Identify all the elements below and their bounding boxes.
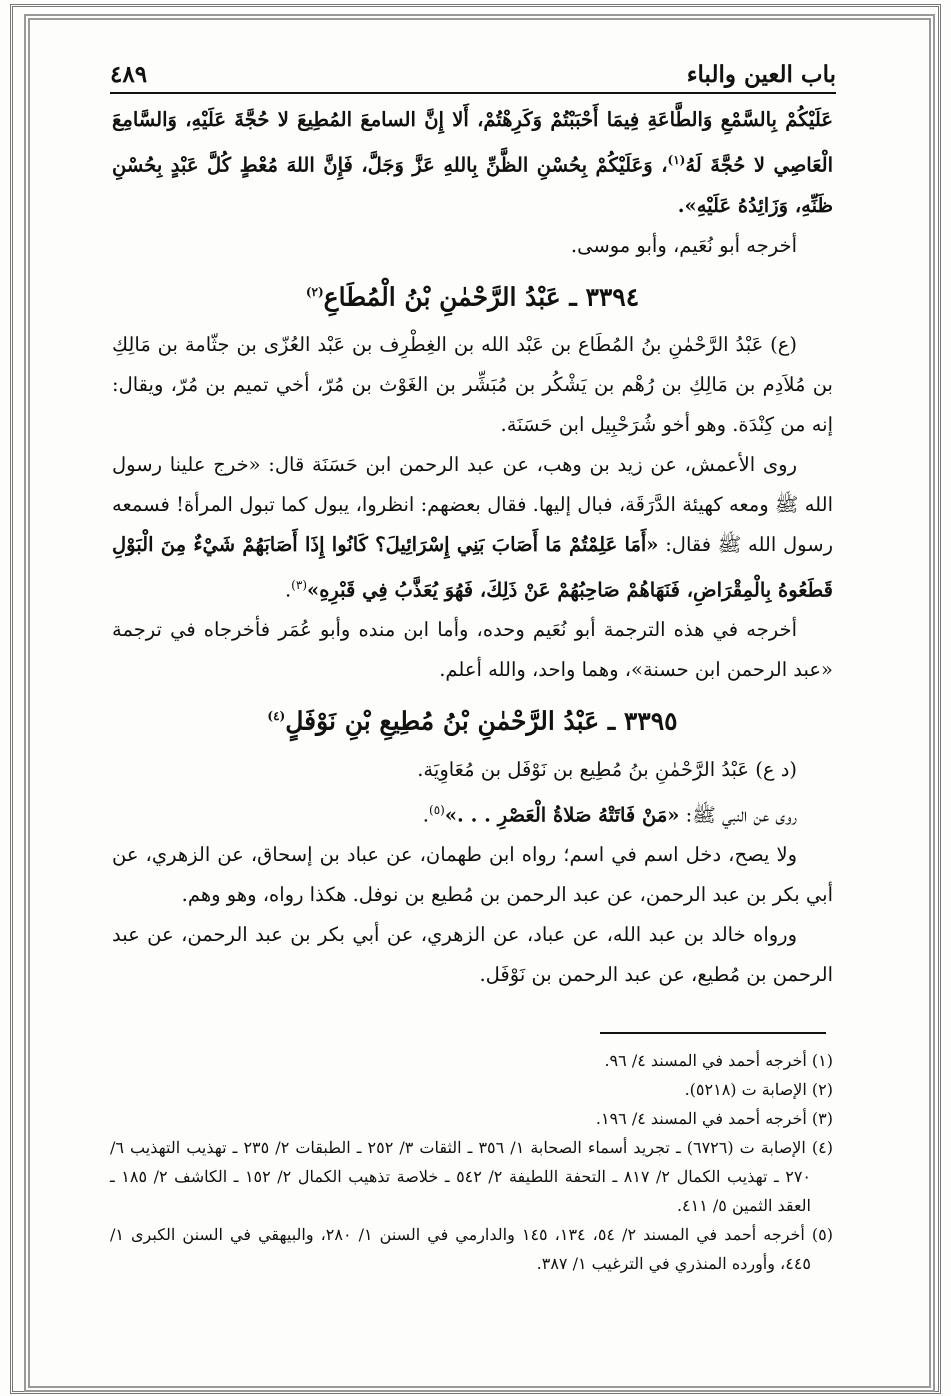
footnote-ref: (٤) (267, 709, 286, 724)
paragraph: ورواه خالد بن عبد الله، عن عباد، عن الزهري، عن أبي بكر بن عبد الرحمن، عن عبد الرحمن بن مُطيع، عن عبد الرحمن بن نَوْفَل. (112, 923, 833, 987)
running-header (110, 52, 836, 94)
footnote: (١) أخرجه أحمد في المسند ٤/ ٩٦. (604, 1051, 833, 1070)
entry-heading-3394: ٣٣٩٤ ـ عَبْدُ الرَّحْمٰنِ بْنُ الْمُطَاعِ$^{(٢)}$ (305, 281, 640, 311)
paragraph: (د ع) عَبْدُ الرَّحْمٰنِ بنُ مُطِيع بن نَوْفَل بن مُعَاوِيَة. (417, 757, 797, 781)
footnote: (٥) أخرجه أحمد في المسند ٢/ ٥٤، ١٣٤، ١٤٥ والدارمي في السنن ١/ ٢٨٠، والبيهقي في السنن الكبرى ١/ ٤٤٥، وأورده المنذري في الترغيب ١/ ٣٨٧. (110, 1225, 833, 1273)
entry-heading-3395: ٣٣٩٥ ـ عَبْدُ الرَّحْمٰنِ بْنُ مُطِيعِ بْنِ نَوْفَلٍ$^{(٤)}$ (267, 706, 678, 736)
footnote-ref: (٢) (305, 284, 324, 299)
footnote: (٢) الإصابة ت (٥٢١٨). (684, 1080, 833, 1099)
main-text (112, 100, 833, 995)
footnotes (110, 1046, 833, 1278)
paragraph: روى الأعمش، عن زيد بن وهب، عن عبد الرحمن ابن حَسَنَة قال: «خرج علينا رسول الله ﷺ ومعه كهيئة الدَّرَقَة، فبال إليها. فقال بعضهم: انظروا، يبول كما تبول المرأة! فسمعه رسول الله ﷺ فقال: «أَمَا عَلِمْتُمْ مَا أَصَابَ بَنِي إِسْرَائِيلَ؟ كَانُوا إِذَا أَصَابَهُمْ شَيْءٌ مِنَ الْبَوْلِ قَطَعُوهُ بِالْمِقْرَاضِ، فَنَهَاهُمْ صَاحِبُهُمْ عَنْ ذَلِكَ، فَهُوَ يُعَذَّبُ فِي قَبْرِهِ»$^{(٣)}$. (112, 452, 833, 602)
chapter-title: باب العين والباء (686, 61, 836, 88)
paragraph: ولا يصح، دخل اسم في اسم؛ رواه ابن طهمان، عن عباد بن إسحاق، عن الزهري، عن أبي بكر بن عبد الرحمن، عن عبد الرحمن بن مُطيع بن نوفل. هكذا رواه، وهو وهم. (112, 843, 833, 907)
footnote: (٣) أخرجه أحمد في المسند ٤/ ١٩٦. (595, 1109, 833, 1128)
footnote-separator (600, 1032, 826, 1034)
paragraph: (ع) عَبْدُ الرَّحْمٰنِ بنُ المُطَاع بن عَبْد الله بن الغِطْرِف بن عَبْد العُزّى بن جثّامة بن مَالِكِ بن مُلاَدِم بن مَالِكِ بن رُهْم بن يَشْكُر بن مُبَشِّر بن الغَوْث بن مُرّ، أخي تميم بن مُرّ، ويقال: إنه من كِنْدَة. وهو أخو شُرَحْبِيل ابن حَسَنَة. (112, 332, 833, 436)
footnote-ref: (١) (667, 153, 686, 167)
hadith-quote: «مَنْ فَاتَتْهُ صَلاةُ الْعَصْرِ . . .» (444, 803, 680, 827)
hadith-continuation: عَلَيْكُمْ بِالسَّمْعِ وَالطَّاعَةِ فِيمَا أَحْبَبْتُمْ وَكَرِهْتُمْ، أَلا إِنَّ السامعَ المُطِيعَ لا حُجَّةَ عَلَيْهِ، وَالسَّامِعَ الْعَاصِي لا حُجَّةَ لَهُ$^{(١)}$، وَعَلَيْكُمْ بِحُسْنِ الظَّنِّ بِاللهِ عَزَّ وَجَلَّ، فَإِنَّ اللهَ مُعْطٍ كُلَّ عَبْدٍ بِحُسْنِ ظَنِّهِ، وَزَائِدُهُ عَلَيْهِ». (112, 108, 834, 217)
footnote: (٤) الإصابة ت (٦٧٢٦) ـ تجريد أسماء الصحابة ١/ ٣٥٦ ـ الثقات ٣/ ٢٥٢ ـ الطبقات ٢/ ٢٣٥ ـ تهذيب التهذيب ٦/ ٢٧٠ ـ تهذيب الكمال ٢/ ٨١٧ ـ التحفة اللطيفة ٢/ ٥٤٢ ـ خلاصة تذهيب الكمال ٢/ ١٥٢ ـ الكاشف ٢/ ١٨٥ ـ العقد الثمين ٥/ ٤١١. (110, 1138, 834, 1215)
page-number: ٤٨٩ (110, 61, 148, 88)
hadith-quote: «أَمَا عَلِمْتُمْ مَا أَصَابَ بَنِي إِسْرَائِيلَ؟ كَانُوا إِذَا أَصَابَهُمْ شَيْءٌ مِنَ الْبَوْلِ قَطَعُوهُ بِالْمِقْرَاضِ، فَنَهَاهُمْ صَاحِبُهُمْ عَنْ ذَلِكَ، فَهُوَ يُعَذَّبُ فِي قَبْرِهِ» (112, 532, 833, 602)
paragraph: أخرجه في هذه الترجمة أبو نُعَيم وحده، وأما ابن منده وأبو عُمَر فأخرجاه في ترجمة «عبد الرحمن ابن حسنة»، وهما واحد، والله أعلم. (112, 618, 833, 682)
footnote-ref: (٥) (429, 802, 445, 817)
footnote-ref: (٣) (291, 577, 307, 592)
paragraph: أخرجه أبو نُعَيم، وأبو موسى. (570, 233, 797, 257)
paragraph: روى عن النبي ﷺ: «مَنْ فَاتَتْهُ صَلاةُ الْعَصْرِ . . .»$^{(٥)}$. (422, 802, 797, 827)
